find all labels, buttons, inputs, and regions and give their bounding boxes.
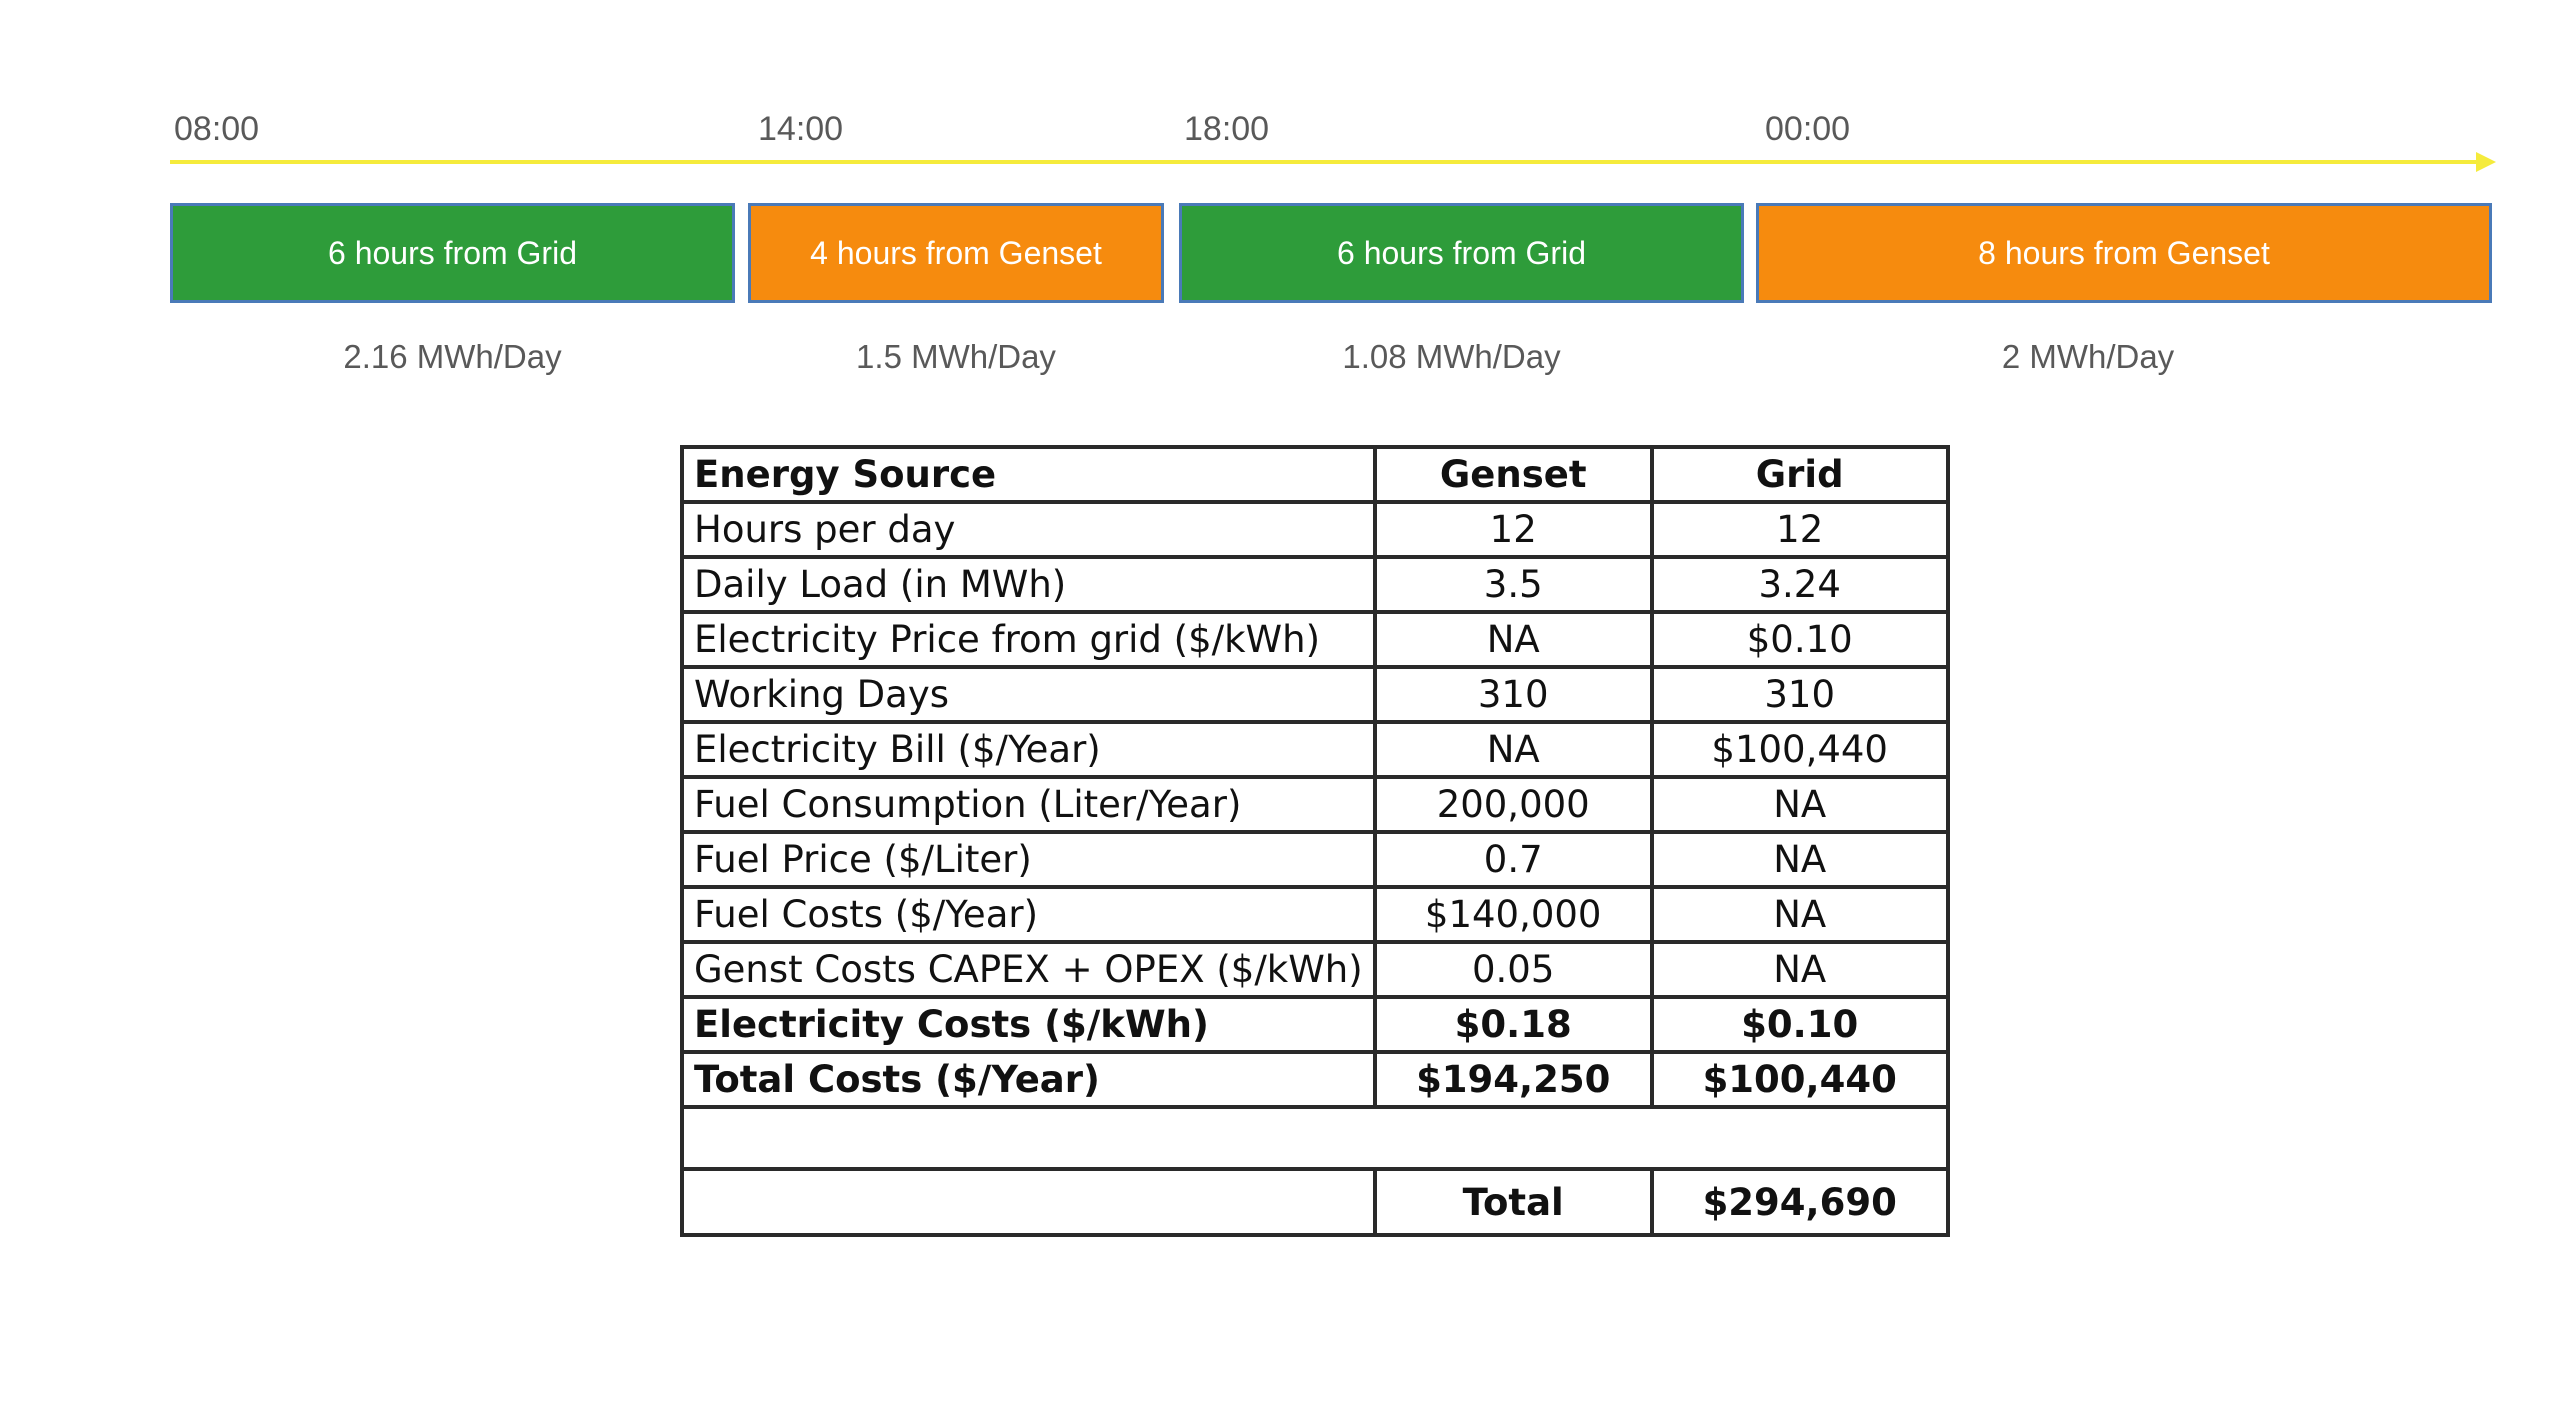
table-total-row	[682, 1169, 1948, 1235]
row-grid-value: 3.24	[1652, 557, 1948, 612]
row-label: Electricity Costs ($/kWh)	[682, 997, 1375, 1052]
segment-genset-afternoon: 4 hours from Genset	[748, 203, 1164, 303]
energy-cost-table	[680, 445, 1950, 1237]
timeline-axis-line	[170, 160, 2480, 164]
row-genset-value: 310	[1375, 667, 1652, 722]
row-label: Hours per day	[682, 502, 1375, 557]
row-grid-value: $0.10	[1652, 997, 1948, 1052]
header-energy-source: Energy Source	[682, 447, 1375, 502]
row-grid-value: NA	[1652, 832, 1948, 887]
table-row	[682, 777, 1948, 832]
row-genset-value: $0.18	[1375, 997, 1652, 1052]
spacer-cell	[682, 1107, 1948, 1169]
row-grid-value: $100,440	[1652, 1052, 1948, 1107]
segment-energy-grid-evening: 1.08 MWh/Day	[1342, 338, 1561, 375]
row-genset-value: $194,250	[1375, 1052, 1652, 1107]
table-row	[682, 612, 1948, 667]
table-row	[682, 997, 1948, 1052]
row-label: Electricity Price from grid ($/kWh)	[682, 612, 1375, 667]
row-label: Fuel Consumption (Liter/Year)	[682, 777, 1375, 832]
row-genset-value: 200,000	[1375, 777, 1652, 832]
table-row	[682, 887, 1948, 942]
segment-energy-genset-afternoon: 1.5 MWh/Day	[856, 338, 1056, 375]
row-genset-value: 0.7	[1375, 832, 1652, 887]
segment-energy-genset-night: 2 MWh/Day	[2001, 338, 2175, 375]
row-label: Fuel Costs ($/Year)	[682, 887, 1375, 942]
row-label: Working Days	[682, 667, 1375, 722]
table-row	[682, 502, 1948, 557]
segment-energy-grid-morning: 2.16 MWh/Day	[343, 338, 562, 375]
total-value: $294,690	[1652, 1169, 1948, 1235]
row-label: Genst Costs CAPEX + OPEX ($/kWh)	[682, 942, 1375, 997]
row-grid-value: NA	[1652, 942, 1948, 997]
row-grid-value: 310	[1652, 667, 1948, 722]
row-grid-value: $100,440	[1652, 722, 1948, 777]
table-row	[682, 1052, 1948, 1107]
segment-grid-evening: 6 hours from Grid	[1179, 203, 1744, 303]
row-grid-value: NA	[1652, 887, 1948, 942]
time-label-1400: 14:00	[758, 110, 844, 148]
row-genset-value: $140,000	[1375, 887, 1652, 942]
time-label-1800: 18:00	[1184, 110, 1270, 148]
row-genset-value: NA	[1375, 722, 1652, 777]
total-label: Total	[1375, 1169, 1652, 1235]
table-header-row	[682, 447, 1948, 502]
table-row	[682, 942, 1948, 997]
row-label: Fuel Price ($/Liter)	[682, 832, 1375, 887]
segment-genset-night: 8 hours from Genset	[1756, 203, 2492, 303]
table-row	[682, 722, 1948, 777]
timeline-arrowhead-icon	[2476, 152, 2496, 172]
row-genset-value: 12	[1375, 502, 1652, 557]
row-label: Daily Load (in MWh)	[682, 557, 1375, 612]
segment-grid-morning: 6 hours from Grid	[170, 203, 735, 303]
row-genset-value: 0.05	[1375, 942, 1652, 997]
table-row	[682, 832, 1948, 887]
header-grid: Grid	[1652, 447, 1948, 502]
row-grid-value: 12	[1652, 502, 1948, 557]
row-label: Total Costs ($/Year)	[682, 1052, 1375, 1107]
time-label-0800: 08:00	[174, 110, 260, 148]
row-genset-value: NA	[1375, 612, 1652, 667]
header-genset: Genset	[1375, 447, 1652, 502]
table-spacer-row	[682, 1107, 1948, 1169]
row-grid-value: $0.10	[1652, 612, 1948, 667]
table-row	[682, 667, 1948, 722]
table-row	[682, 557, 1948, 612]
time-label-0000: 00:00	[1765, 110, 1851, 148]
total-empty-cell	[682, 1169, 1375, 1235]
row-genset-value: 3.5	[1375, 557, 1652, 612]
row-grid-value: NA	[1652, 777, 1948, 832]
row-label: Electricity Bill ($/Year)	[682, 722, 1375, 777]
